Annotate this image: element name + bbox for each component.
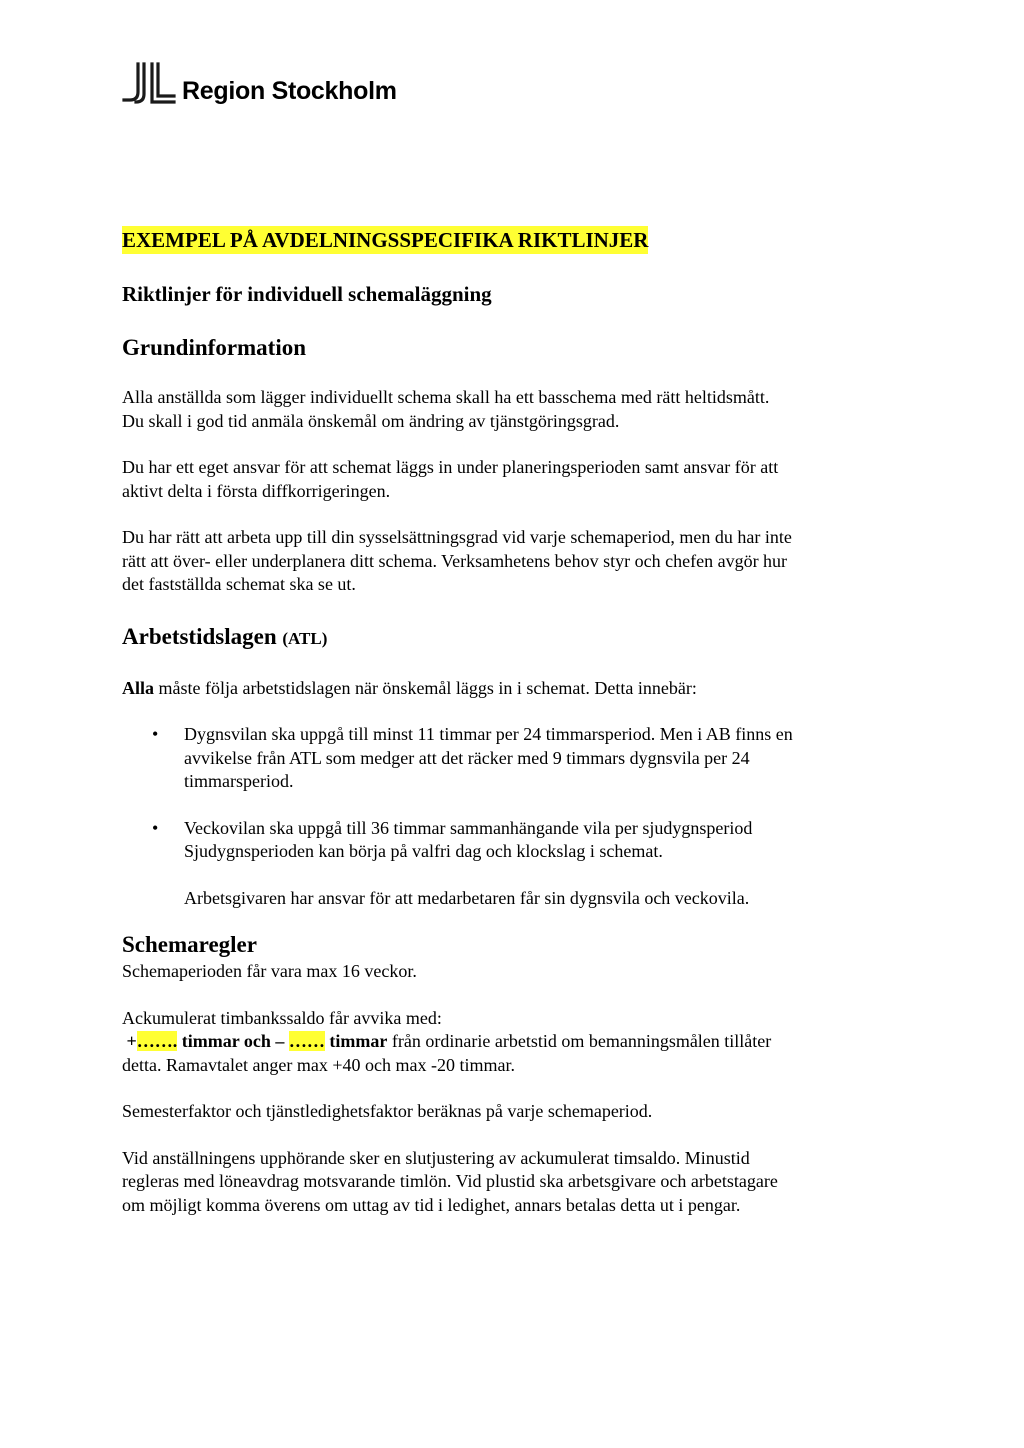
section-arbetstidslagen [122,622,912,911]
paragraph: Alla anställda som lägger individuellt schema skall ha ett basschema med rätt heltidsmått. Du skall i god tid anmäla önskemål om ändring av tjänstgöringsgrad. [122,387,770,431]
region-stockholm-emblem-icon [122,62,176,104]
paragraph: Schemaperioden får vara max 16 veckor. [122,961,417,981]
paragraph: Arbetsgivaren har ansvar för att medarbetaren får sin dygnsvila och veckovila. [184,887,750,908]
section-heading: Grundinformation [122,335,307,360]
section-heading: Schemaregler [122,932,257,957]
document-title: Riktlinjer för individuell schemaläggning [122,282,492,306]
list-item: • Dygnsvilan ska uppgå till minst 11 timmar per 24 timmarsperiod. Men i AB finns en avvikelse från ATL som medger att det räcker med 9 timmars dygnsvila per 24 timmarsperiod. [122,723,912,794]
section-heading: Arbetstidslagen (ATL) [122,623,328,649]
bullet-list [122,723,912,864]
section-schemaregler [122,930,912,1217]
paragraph: Du har ett eget ansvar för att schemat läggs in under planeringsperioden samt ansvar för att aktivt delta i första diffkorrigeringen. [122,457,779,501]
document-body [122,226,912,1217]
paragraph: Semesterfaktor och tjänstledighetsfaktor beräknas på varje schemaperiod. [122,1101,653,1121]
placeholder-highlight: ……. [136,1031,178,1051]
section-grundinformation [122,333,912,597]
paragraph: Du har rätt att arbeta upp till din sysselsättningsgrad vid varje schemaperiod, men du har inte rätt att över- eller underplanera ditt schema. Verksamhetens behov styr och chefen avgör hur det fastställda schemat ska se ut. [122,527,792,594]
list-item: • Veckovilan ska uppgå till 36 timmar sammanhängande vila per sjudygnsperiod Sjudygnsperioden kan börja på valfri dag och klockslag i schemat. [122,817,912,864]
paragraph: Vid anställningens upphörande sker en slutjustering av ackumulerat timsaldo. Minustid regleras med löneavdrag motsvarande timlön. Vid plustid ska arbetsgivare och arbetstagare om möjligt komma överens om uttag av tid i ledighet, annars betalas detta ut i pengar. [122,1147,778,1215]
banner-heading: EXEMPEL PÅ AVDELNINGSSPECIFIKA RIKTLINJER [122,228,649,252]
paragraph: Alla måste följa arbetstidslagen när önskemål läggs in i schemat. Detta innebär: [122,677,697,698]
placeholder-highlight: …… [288,1031,325,1051]
logo-text: Region Stockholm [182,77,397,105]
paragraph: Ackumulerat timbankssaldo får avvika med: +……. timmar och – …… timmar från ordinarie arbetstid om bemanningsmålen tillåter detta. Ramavtalet anger max +40 och max -20 timmar. [122,1007,772,1075]
region-stockholm-logo [122,62,397,104]
